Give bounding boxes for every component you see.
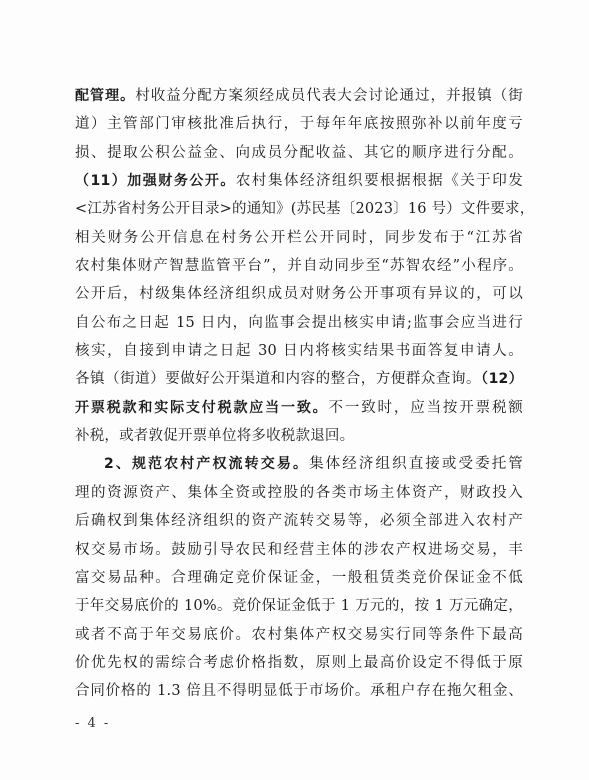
line-text: 公开后，村级集体经济组织成员对财务公开事项有异议的，可以 (75, 286, 523, 303)
text-line (75, 139, 523, 167)
text-line (75, 649, 523, 677)
line-text: 或者不高于年交易底价。农村集体产权交易实行同等条件下最高 (75, 626, 523, 643)
line-text: 集体经济组织直接或受委托管 (309, 456, 523, 473)
text-line (75, 252, 523, 280)
bold-phrase: （11）加强财务公开。 (75, 173, 236, 190)
line-text: 富交易品种。合理确定竞价保证金，一般租赁类竞价保证金不低 (75, 569, 523, 586)
line-text: 权交易市场。鼓励引导农民和经营主体的涉农产权进场交易，丰 (75, 541, 523, 558)
line-text: <江苏省村务公开目录>的通知》(苏民基〔2023〕16 号）文件要求， (75, 201, 535, 218)
text-line (75, 167, 523, 195)
bold-phrase: 配管理。 (75, 88, 136, 104)
text-line (75, 564, 523, 592)
text-line (75, 394, 523, 422)
bold-phrase: （12） (481, 371, 523, 388)
line-text: 于年交易底价的 10%。竞价保证金低于 1 万元的，按 1 万元确定， (75, 598, 523, 615)
text-line (75, 536, 523, 564)
text-line (75, 422, 523, 450)
text-line (75, 309, 523, 337)
text-line (75, 110, 523, 138)
line-text: 价优先权的需综合考虑价格指数，原则上最高价设定不得低于原 (75, 654, 523, 671)
line-text: 损、提取公积公益金、向成员分配收益、其它的顺序进行分配。 (75, 144, 523, 161)
line-text: 相关财务公开信息在村务公开栏公开同时，同步发布于“江苏省 (75, 229, 523, 246)
text-line (75, 677, 523, 705)
line-text: 理的资源资产、集体全资或控股的各类市场主体资产，财政投入 (75, 484, 523, 501)
line-text: 后确权到集体经济组织的资产流转交易等，必须全部进入农村产 (75, 513, 523, 530)
section-heading: 2、规范农村产权流转交易。 (104, 456, 310, 473)
body-text (75, 82, 535, 706)
line-text: 各镇（街道）要做好公开渠道和内容的整合，方便群众查询。 (75, 371, 482, 388)
bold-phrase: 开票税款和实际支付税款应当一致。 (75, 399, 329, 416)
text-line (75, 280, 523, 308)
page-number: - 4 - (75, 716, 111, 731)
line-text: 合同价格的 1.3 倍且不得明显低于市场价。承租户存在拖欠租金、 (75, 683, 523, 700)
text-line (75, 82, 523, 110)
text-line (75, 479, 523, 507)
line-text: 农村集体财产智慧监管平台”，并自动同步至“苏智农经”小程序。 (75, 258, 523, 275)
text-line (75, 450, 523, 478)
line-text: 道）主管部门审核批准后执行，于每年年底按照弥补以前年度亏 (75, 116, 523, 133)
line-text: 村收益分配方案须经成员代表大会讨论通过，并报镇（街 (135, 88, 523, 104)
line-text: 不一致时，应当按开票税额 (328, 399, 523, 416)
text-line (75, 592, 523, 620)
line-text: 核实，自接到申请之日起 30 日内将核实结果书面答复申请人。 (75, 343, 523, 360)
line-text: 补税，或者敦促开票单位将多收税款退回。 (75, 428, 355, 445)
text-line (75, 337, 523, 365)
text-line (75, 224, 523, 252)
text-line (75, 195, 535, 223)
line-text: 农村集体经济组织要根据根据《关于印发 (235, 173, 523, 190)
text-line (75, 621, 523, 649)
text-line (75, 507, 523, 535)
text-line (75, 365, 523, 393)
line-text: 自公布之日起 15 日内，向监事会提出核实申请;监事会应当进行 (75, 314, 523, 331)
